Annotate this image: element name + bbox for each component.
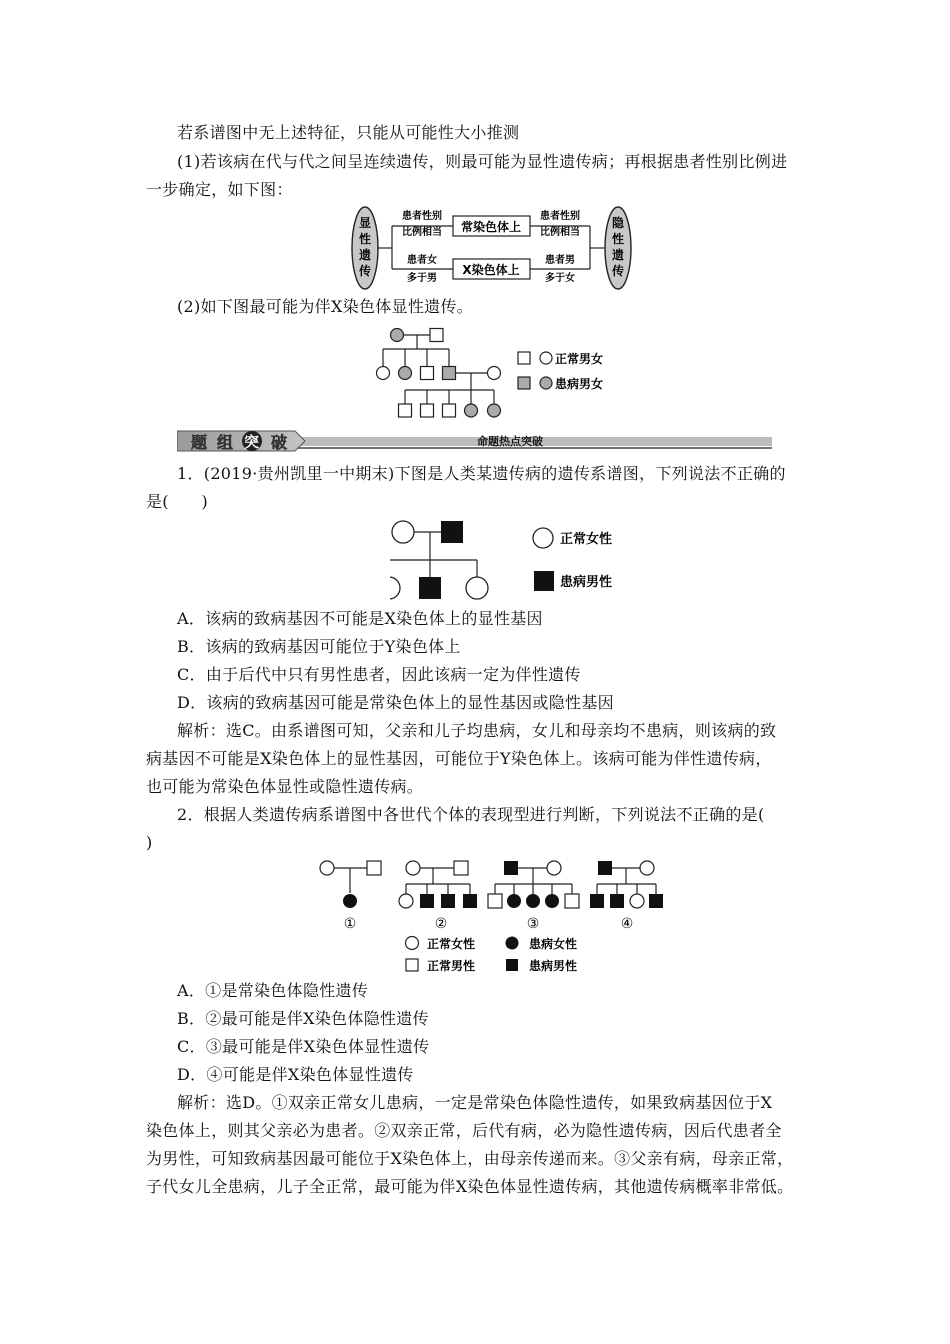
affected-male [463,894,477,908]
affected-female [465,404,478,417]
flow-annotation: 患者性别 [540,211,580,222]
father-affected-male [441,521,463,543]
banner-title-char: 突 [244,433,260,451]
normal-female [399,894,413,908]
son-affected-male [419,577,441,599]
legend-normal-female [540,352,552,364]
affected-male [443,367,456,380]
flow-annotation: 患者男 [545,255,575,266]
affected-female [343,894,357,908]
flow-annotation: 患者性别 [402,211,442,222]
affected-male [420,894,434,908]
legend-affected-female [540,377,552,389]
daughter-normal-female [390,577,400,599]
normal-female [320,861,334,875]
inheritance-flow-diagram [350,205,635,291]
normal-male [565,894,579,908]
normal-female [547,861,561,875]
flow-annotation: 多于女 [545,273,575,284]
banner-title-char: 破 [271,433,288,452]
q1-analysis: 解析：选C。由系谱图可知，父亲和儿子均患病，女儿和母亲均不患病，则该病的致 [177,721,777,740]
q2-analysis: 解析：选D。①双亲正常女儿患病，一定是常染色体隐性遗传，如果致病基因位于X [177,1093,773,1112]
q1-option-c: C．由于后代中只有男性患者，因此该病一定为伴性遗传 [177,665,581,684]
affected-male [441,894,455,908]
pedigree-x-dominant [370,322,620,422]
normal-female [630,894,644,908]
banner-title-char: 题 [191,433,208,452]
right-oval-char: 遗 [611,248,625,262]
flow-annotation: 比例相当 [402,227,442,238]
q2-pedigrees [315,855,675,977]
legend-affected-male [534,571,554,591]
flow-annotation: 比例相当 [540,227,580,238]
affected-female [507,894,521,908]
pedigree-label-3: ③ [526,916,540,932]
legend-affected-label: 患病男女 [555,377,604,391]
pedigree-label-4: ④ [620,916,634,932]
q1-stem: 1．(2019·贵州凯里一中期末)下图是人类某遗传病的遗传系谱图，下列说法不正确的 [177,464,786,483]
q2-analysis: 子代女儿全患病，儿子全正常，最可能为伴X染色体显性遗传病，其他遗传病概率非常低。 [146,1177,794,1196]
legend-affected-male [506,959,518,971]
intro-line: 若系谱图中无上述特征，只能从可能性大小推测 [177,123,520,142]
left-oval-char: 遗 [358,248,372,262]
right-oval-char: 传 [611,264,625,278]
intro-paragraph-1-cont: 一步确定，如下图： [146,180,293,199]
banner-title-char: 组 [217,433,234,452]
q1-option-b: B．该病的致病基因可能位于Y染色体上 [177,637,461,656]
left-oval-char: 显 [358,216,372,230]
daughter-normal-female [466,577,488,599]
normal-female [640,861,654,875]
normal-male [430,329,443,342]
legend-normal-male-label: 正常男性 [427,959,476,973]
legend-affected-male-label: 患病男性 [529,959,578,973]
left-oval-char: 性 [358,232,372,246]
legend-normal-female-label: 正常女性 [560,532,613,547]
q1-analysis: 也可能为常染色体显性或隐性遗传病。 [146,777,424,796]
left-oval-char: 传 [358,264,372,278]
pedigree-label-1: ① [343,916,357,932]
pedigree-label-2: ② [434,916,448,932]
affected-female [545,894,559,908]
normal-male [421,404,434,417]
affected-male [590,894,604,908]
normal-male [399,404,412,417]
affected-female [526,894,540,908]
legend-normal-male [518,352,530,364]
legend-normal-female [406,937,419,950]
q2-option-d: D．④可能是伴X染色体显性遗传 [177,1065,414,1084]
section-banner [177,428,772,454]
legend-normal-male [406,959,418,971]
q1-option-d: D．该病的致病基因可能是常染色体上的显性基因或隐性基因 [177,693,614,712]
normal-female [406,861,420,875]
q2-option-c: C．③最可能是伴X染色体显性遗传 [177,1037,430,1056]
legend-affected-female [506,937,519,950]
q2-option-b: B．②最可能是伴X染色体隐性遗传 [177,1009,429,1028]
q2-stem: 2．根据人类遗传病系谱图中各世代个体的表现型进行判断，下列说法不正确的是( [177,805,765,824]
q2-analysis: 染色体上，则其父亲必为患者。②双亲正常，后代有病，必为隐性遗传病，因后代患者全 [146,1121,782,1140]
affected-male [610,894,624,908]
normal-male [454,861,468,875]
q1-option-a: A．该病的致病基因不可能是X染色体上的显性基因 [177,609,543,628]
normal-male [421,367,434,380]
q1-stem-cont: 是( ) [146,492,208,511]
normal-female [377,367,390,380]
mother-normal-female [392,521,414,543]
affected-female [488,404,501,417]
normal-male [443,404,456,417]
legend-normal-female-label: 正常女性 [427,937,476,951]
affected-male [504,861,518,875]
q2-option-a: A．①是常染色体隐性遗传 [177,981,369,1000]
x-chromosome-label: X染色体上 [462,263,520,277]
banner-subtitle: 命题热点突破 [477,435,543,448]
right-oval-char: 性 [611,232,625,246]
intro-paragraph-2: (2)如下图最可能为伴X染色体显性遗传。 [177,297,474,316]
normal-female [488,367,501,380]
autosomal-label: 常染色体上 [460,220,522,234]
q1-analysis: 病基因不可能是X染色体上的显性基因，可能位于Y染色体上。该病可能为伴性遗传病， [146,749,772,768]
flow-annotation: 患者女 [407,255,437,266]
right-oval-char: 隐 [611,216,625,230]
flow-annotation: 多于男 [407,273,437,284]
normal-male [488,894,502,908]
affected-female [399,367,412,380]
legend-normal-label: 正常男女 [555,352,604,366]
intro-paragraph-1: (1)若该病在代与代之间呈连续遗传，则最可能为显性遗传病；再根据患者性别比例进 [177,152,788,171]
legend-normal-female [533,528,553,548]
q1-pedigree [390,515,630,605]
legend-affected-female-label: 患病女性 [529,937,578,951]
q2-stem-cont: ) [146,833,153,852]
affected-male [649,894,663,908]
q2-analysis: 为男性，可知致病基因最可能位于X染色体上，由母亲传递而来。③父亲有病，母亲正常， [146,1149,794,1168]
legend-affected-male-label: 患病男性 [560,575,613,590]
affected-female [391,329,404,342]
affected-male [598,861,612,875]
legend-affected-male [518,377,530,389]
normal-male [367,861,381,875]
